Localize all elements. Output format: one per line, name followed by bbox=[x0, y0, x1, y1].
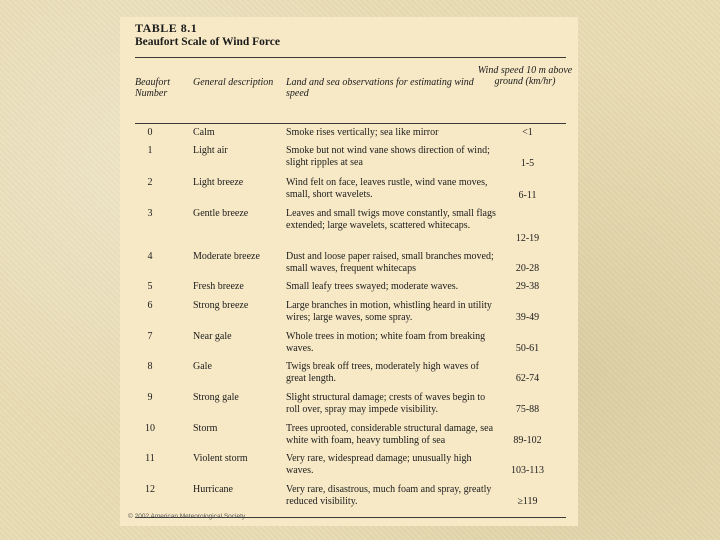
general-description: Gentle breeze bbox=[193, 208, 249, 219]
beaufort-number: 2 bbox=[147, 177, 153, 188]
general-description: Calm bbox=[193, 127, 215, 138]
observation: Large branches in motion, whistling heard in utility wires; large waves, some spray. bbox=[286, 300, 492, 323]
observation: Leaves and small twigs move constantly, small flags extended; large wavelets, scattered whitecaps. bbox=[286, 208, 496, 231]
general-description: Strong gale bbox=[193, 392, 239, 403]
header-general: General description bbox=[193, 77, 274, 88]
beaufort-number: 6 bbox=[147, 300, 153, 311]
wind-speed: 6-11 bbox=[518, 190, 537, 201]
header-beaufort: Beaufort Number bbox=[135, 77, 170, 99]
observation: Dust and loose paper raised, small branches moved; small waves, frequent whitecaps bbox=[286, 251, 494, 274]
wind-speed: 20-28 bbox=[515, 263, 540, 274]
beaufort-number: 0 bbox=[147, 127, 153, 138]
header-speed: Wind speed 10 m above ground (km/hr) bbox=[477, 65, 573, 87]
observation: Small leafy trees swayed; moderate waves. bbox=[286, 281, 459, 292]
wind-speed: 62-74 bbox=[515, 373, 540, 384]
table-number: TABLE 8.1 bbox=[135, 21, 198, 35]
general-description: Fresh breeze bbox=[193, 281, 244, 292]
observation: Wind felt on face, leaves rustle, wind vane moves, small, short wavelets. bbox=[286, 177, 488, 200]
wind-speed: ≥119 bbox=[517, 496, 538, 507]
observation: Very rare, disastrous, much foam and spray, greatly reduced visibility. bbox=[286, 484, 492, 507]
beaufort-number: 11 bbox=[145, 453, 155, 464]
observation: Whole trees in motion; white foam from breaking waves. bbox=[286, 331, 486, 354]
table-panel bbox=[120, 17, 578, 526]
wind-speed: 1-5 bbox=[520, 158, 535, 169]
wind-speed: 12-19 bbox=[515, 233, 540, 244]
wind-speed: 29-38 bbox=[515, 281, 540, 292]
table-caption bbox=[135, 21, 280, 49]
copyright-credit: © 2002 American Meteorological Society bbox=[128, 513, 246, 520]
wind-speed: 89-102 bbox=[513, 435, 542, 446]
header-rule bbox=[135, 123, 566, 124]
wind-speed: 75-88 bbox=[515, 404, 540, 415]
header-observations: Land and sea observations for estimating wind speed bbox=[286, 77, 474, 99]
beaufort-number: 1 bbox=[147, 145, 153, 156]
wind-speed: <1 bbox=[522, 127, 533, 138]
general-description: Light air bbox=[193, 145, 228, 156]
observation: Smoke but not wind vane shows direction of wind; slight ripples at sea bbox=[286, 145, 490, 168]
beaufort-number: 10 bbox=[145, 423, 155, 434]
general-description: Strong breeze bbox=[193, 300, 249, 311]
general-description: Gale bbox=[193, 361, 212, 372]
beaufort-number: 5 bbox=[147, 281, 153, 292]
beaufort-number: 9 bbox=[147, 392, 153, 403]
general-description: Light breeze bbox=[193, 177, 244, 188]
table-title: Beaufort Scale of Wind Force bbox=[135, 36, 281, 48]
general-description: Storm bbox=[193, 423, 218, 434]
wind-speed: 39-49 bbox=[515, 312, 540, 323]
wind-speed: 50-61 bbox=[515, 343, 540, 354]
observation: Twigs break off trees, moderately high waves of great length. bbox=[286, 361, 479, 384]
observation: Slight structural damage; crests of waves begin to roll over, spray may impede visibility. bbox=[286, 392, 486, 415]
observation: Very rare, widespread damage; unusually high waves. bbox=[286, 453, 472, 476]
top-rule bbox=[135, 57, 566, 58]
general-description: Moderate breeze bbox=[193, 251, 260, 262]
beaufort-number: 7 bbox=[147, 331, 153, 342]
beaufort-number: 3 bbox=[147, 208, 153, 219]
general-description: Hurricane bbox=[193, 484, 233, 495]
general-description: Near gale bbox=[193, 331, 232, 342]
beaufort-number: 4 bbox=[147, 251, 153, 262]
beaufort-number: 12 bbox=[145, 484, 155, 495]
observation: Trees uprooted, considerable structural damage, sea white with foam, heavy tumbling of sea bbox=[286, 423, 494, 446]
general-description: Violent storm bbox=[193, 453, 248, 464]
beaufort-number: 8 bbox=[147, 361, 153, 372]
observation: Smoke rises vertically; sea like mirror bbox=[286, 127, 439, 138]
wind-speed: 103-113 bbox=[511, 465, 544, 476]
